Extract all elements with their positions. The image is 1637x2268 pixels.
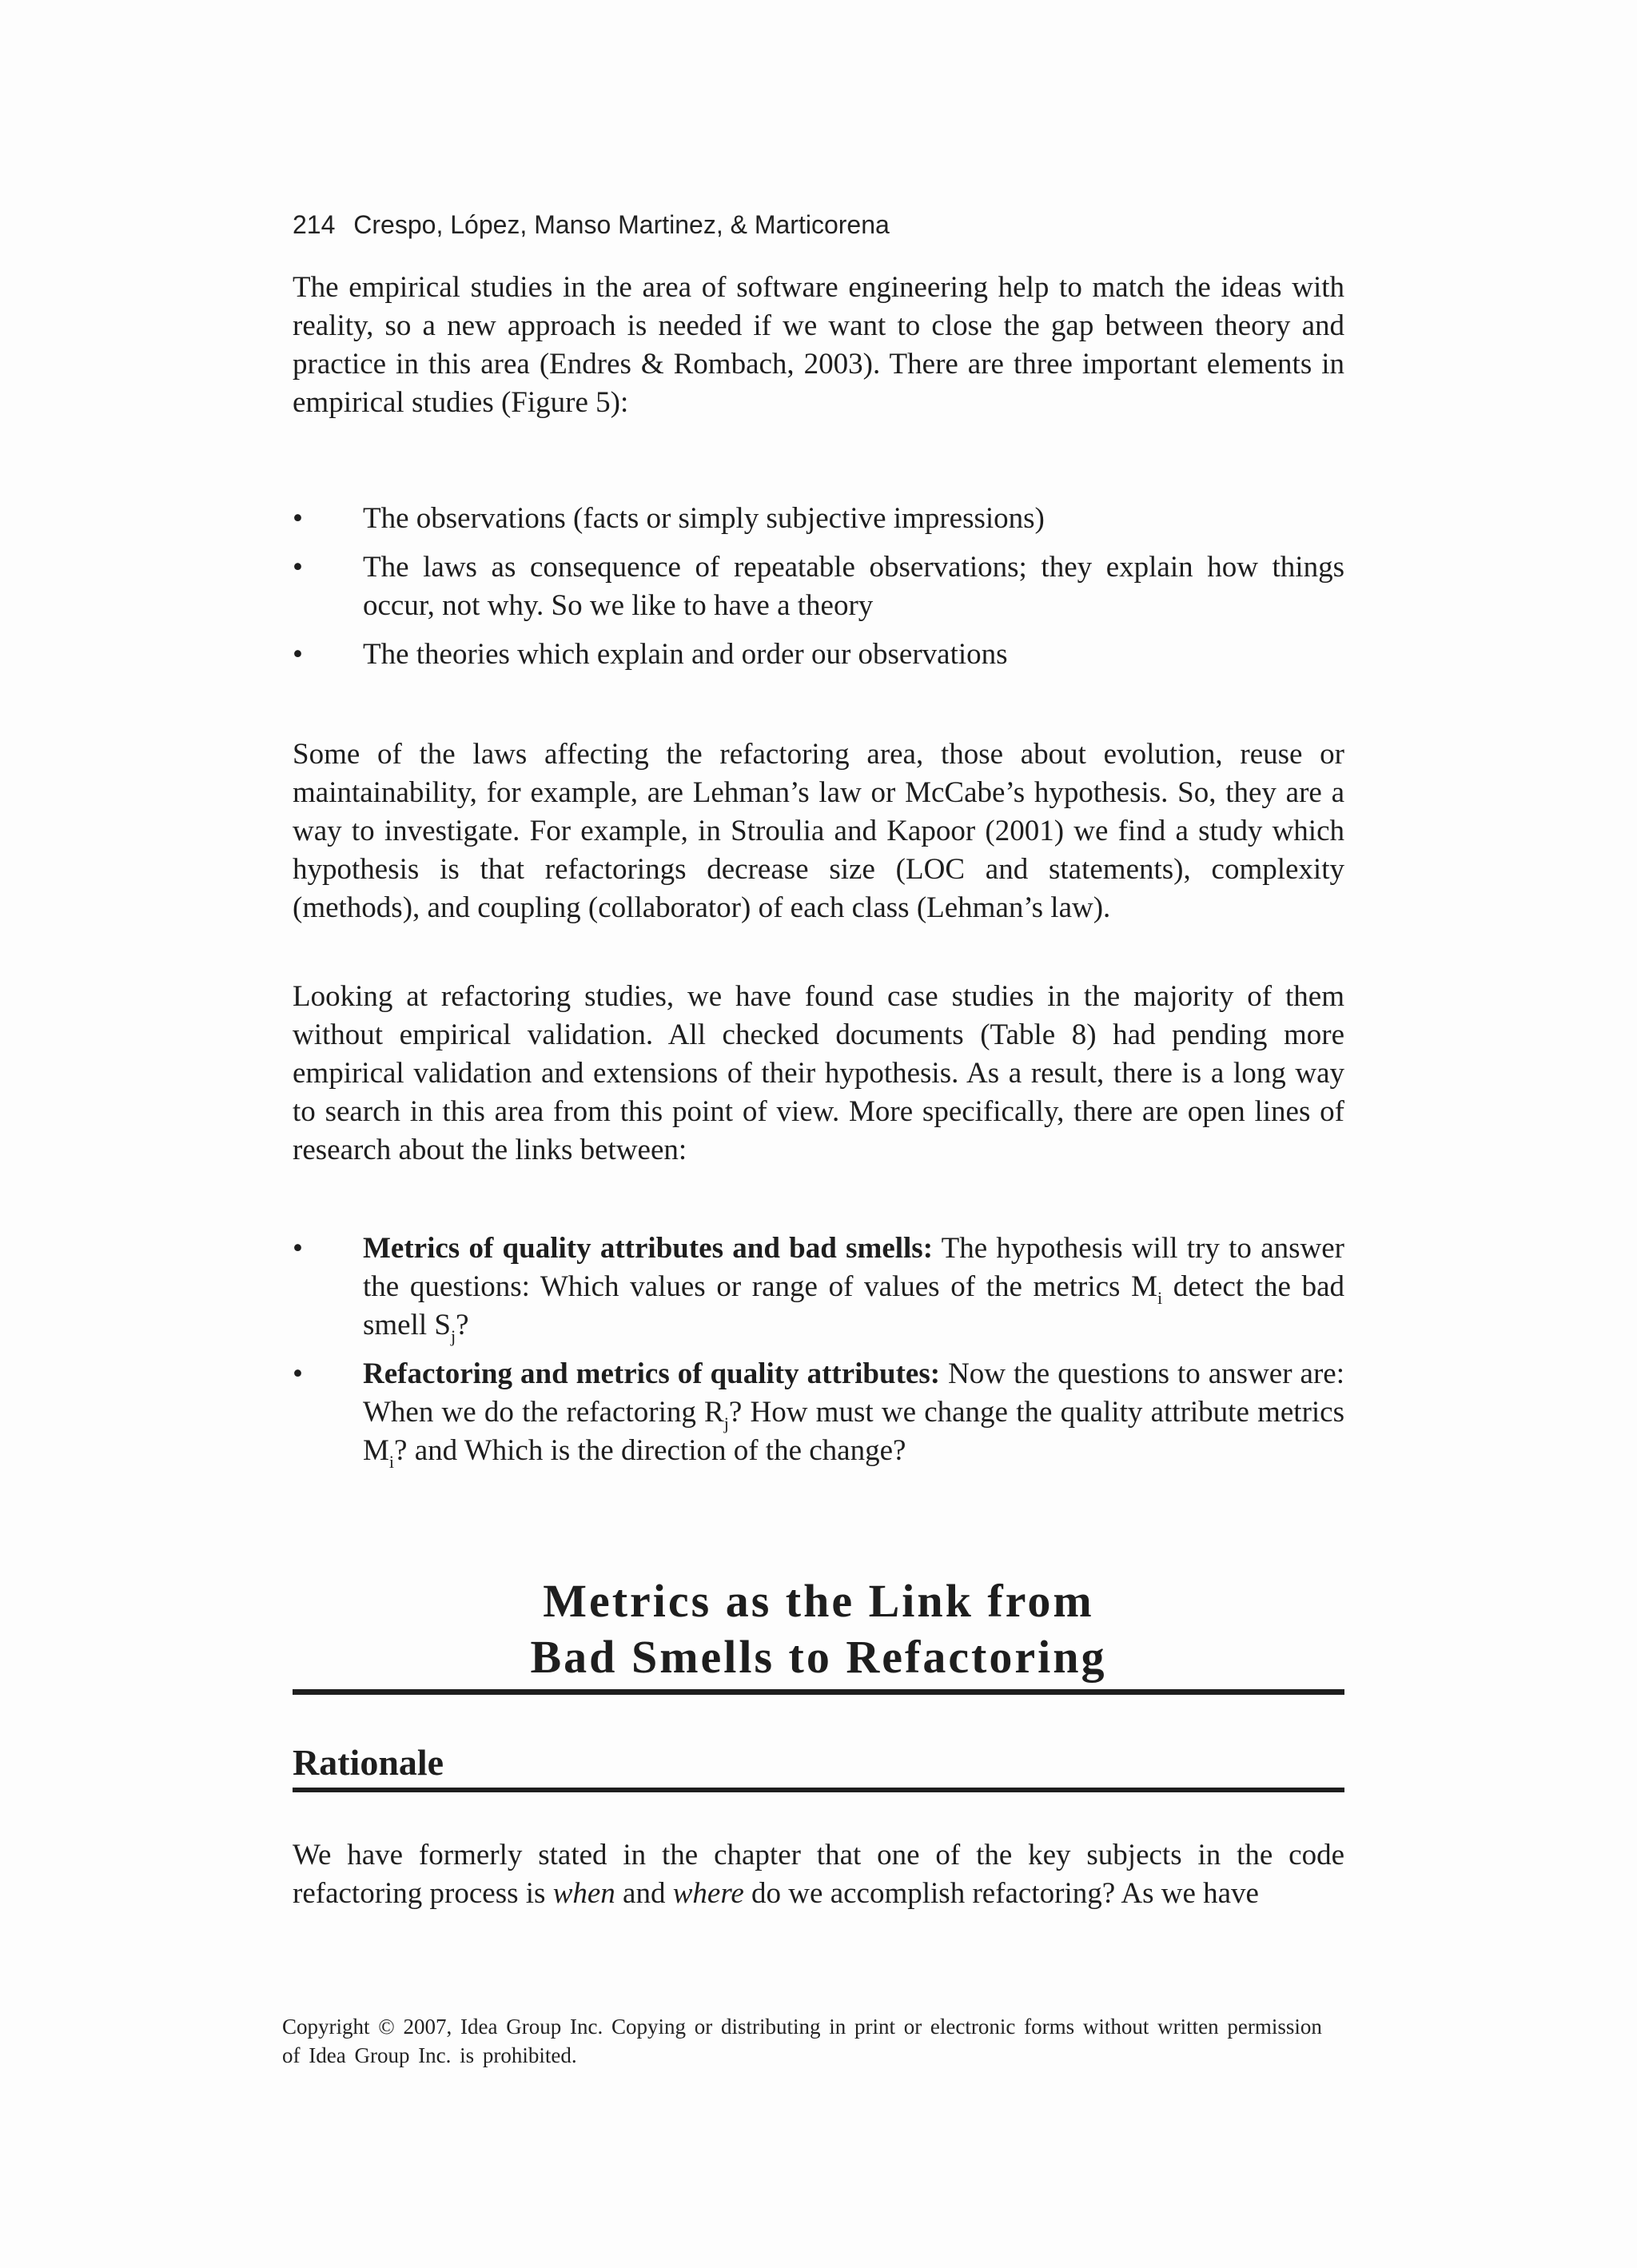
list-item-text: ? How must we change the quality attribute metrics M [363, 1396, 1344, 1467]
page-number: 214 [293, 210, 336, 239]
chapter-title-line: Metrics as the Link from [543, 1575, 1094, 1627]
list-item-text: The theories which explain and order our observations [363, 638, 1008, 671]
list-item-text: The laws as consequence of repeatable observations; they explain how things occur, not why. So we like to have a theory [363, 551, 1344, 622]
chapter-title-line: Bad Smells to Refactoring [530, 1631, 1107, 1683]
list-item-text: Now the questions to answer are: When we do the refactoring R [363, 1357, 1344, 1429]
subscript: j [723, 1413, 729, 1433]
elements-bullet-list [293, 500, 1344, 684]
paragraph-text: and [615, 1877, 673, 1910]
title-rule [293, 1689, 1344, 1695]
rationale-paragraph [293, 1836, 1344, 1913]
list-item-lead: Refactoring and metrics of quality attributes: [363, 1357, 941, 1390]
laws-paragraph: Some of the laws affecting the refactoring area, those about evolution, reuse or maintainability, for example, are Lehman’s law or McCabe’s hypothesis. So, they are a way to investigate. For example, in Stroulia and Kapoor (2001) we find a study which hypothesis is that refactorings decrease size (LOC and statements), complexity (methods), and coupling (collaborator) of each class (Lehman’s law). [293, 738, 1344, 924]
list-item-text: ? and Which is the direction of the change? [394, 1434, 906, 1467]
paragraph-text: We have formerly stated in the chapter that one of the key subjects in the code refactoring process is [293, 1839, 1344, 1910]
bullet-marker: • [293, 1232, 303, 1265]
copyright-footer: Copyright © 2007, Idea Group Inc. Copying or distributing in print or electronic forms without written permission of Idea Group Inc. is prohibited. [282, 2015, 1322, 2067]
bullet-marker: • [293, 1357, 303, 1390]
list-item-text: The hypothesis will try to answer the questions: Which values or range of values of the metrics M [363, 1232, 1344, 1303]
list-item-text: The observations (facts or simply subjective impressions) [363, 502, 1045, 535]
list-item [293, 548, 1344, 625]
emphasis: where [672, 1877, 744, 1910]
list-item [293, 1355, 1344, 1470]
list-item [293, 500, 1344, 538]
subscript: i [388, 1452, 395, 1472]
chapter-title [293, 1573, 1344, 1685]
subscript: i [1157, 1288, 1163, 1308]
section-heading: Rationale [293, 1742, 444, 1783]
studies-paragraph: Looking at refactoring studies, we have found case studies in the majority of them without empirical validation. All checked documents (Table 8) had pending more empirical validation and extensions of their hypothesis. As a result, there is a long way to search in this area from this point of view. More specifically, there are open lines of research about the links between: [293, 980, 1344, 1166]
paragraph-text: do we accomplish refactoring? As we have [743, 1877, 1259, 1910]
list-item [293, 1230, 1344, 1345]
list-item [293, 636, 1344, 674]
header-authors: Crespo, López, Manso Martinez, & Marticorena [353, 210, 890, 239]
subscript: j [451, 1326, 456, 1346]
list-item-lead: Metrics of quality attributes and bad smells: [363, 1232, 934, 1265]
running-header [293, 210, 890, 240]
bullet-marker: • [293, 502, 303, 535]
section-rule [293, 1788, 1344, 1792]
emphasis: when [552, 1877, 615, 1910]
bullet-marker: • [293, 638, 303, 671]
research-links-bullet-list [293, 1230, 1344, 1481]
bullet-marker: • [293, 551, 303, 584]
list-item-text: ? [456, 1309, 469, 1341]
list-item-text: detect the bad smell S [363, 1270, 1344, 1341]
intro-paragraph: The empirical studies in the area of software engineering help to match the ideas with reality, so a new approach is needed if we want to close the gap between theory and practice in this area (Endres & Rombach, 2003). There are three important elements in empirical studies (Figure 5): [293, 271, 1344, 419]
